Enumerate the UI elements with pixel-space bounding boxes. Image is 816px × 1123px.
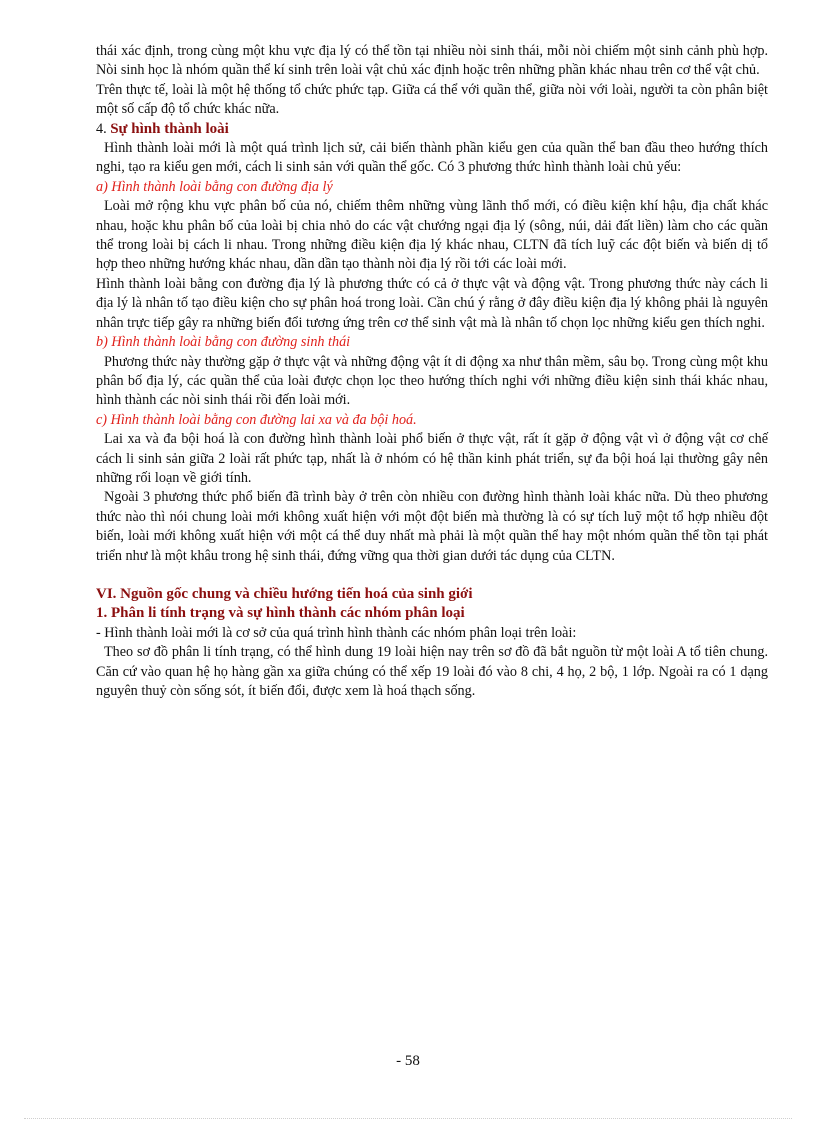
paragraph: Hình thành loài mới là một quá trình lịch sử, cải biến thành phần kiểu gen của quần thể ban đầu theo hướng thích nghi, tạo ra kiểu gen mới, cách li sinh sản với quần thể gốc. Có 3 phương thức hình thành loài chủ yếu:	[96, 140, 768, 176]
subheading-c: c) Hình thành loài bằng con đường lai xa và đa bội hoá.	[96, 411, 417, 428]
paragraph: Phương thức này thường gặp ở thực vật và những động vật ít di động xa như thân mềm, sâu bọ. Trong cùng một khu phân bố địa lý, các quần thể của loài được chọn lọc theo hướng thích nghi với những điều kiện sinh thái khác nhau, hình thành các nòi sinh thái rồi đến loài mới.	[96, 353, 768, 409]
heading-text: Sự hình thành loài	[110, 120, 229, 137]
page-bottom-divider	[24, 1118, 792, 1119]
spacer	[96, 566, 768, 585]
paragraph: Lai xa và đa bội hoá là con đường hình thành loài phổ biến ở thực vật, rất ít gặp ở động vật vì ở động vật cơ chế cách li sinh sản giữa 2 loài rất phức tạp, nhất là ở nhóm có hệ thần kinh phát triển, sự đa bội hoá lại thường gây nên những rối loạn về giới tính.	[96, 431, 768, 486]
paragraph: Trên thực tế, loài là một hệ thống tổ chức phức tạp. Giữa cá thể với quần thể, giữa nòi với loài, người ta còn phân biệt một số cấp độ tổ chức khác nữa.	[96, 81, 768, 118]
document-page	[96, 42, 768, 701]
section-heading-4	[96, 120, 768, 139]
subsection-heading-1: 1. Phân li tính trạng và sự hình thành các nhóm phân loại	[96, 605, 465, 622]
subheading-a: a) Hình thành loài bằng con đường địa lý	[96, 178, 333, 195]
paragraph: Loài mở rộng khu vực phân bố của nó, chiếm thêm những vùng lãnh thổ mới, có điều kiện khí hậu, địa chất khác nhau, hoặc khu phân bố của loài bị chia nhỏ do các vật chướng ngại địa lý (sông, núi, dải đất liền) làm cho các quần thể trong loài bị cách li nhau. Trong những điều kiện địa lý khác nhau, CLTN đã tích luỹ các đột biến và biến dị tổ hợp theo những hướng khác nhau, dần dần tạo thành nòi địa lý rồi tới các loài mới.	[96, 198, 768, 273]
paragraph: Ngoài 3 phương thức phổ biến đã trình bày ở trên còn nhiều con đường hình thành loài khác nữa. Dù theo phương thức nào thì nói chung loài mới không xuất hiện với một đột biến mà thường là có sự tích luỹ một tổ hợp nhiều đột biến, loài mới không xuất hiện với một cá thể duy nhất mà phải là một quần thể hay một nhóm quần thể tồn tại phát triển như là một khâu trong hệ sinh thái, đứng vững qua thời gian dưới tác dụng của CLTN.	[96, 489, 768, 564]
heading-number: 4.	[96, 120, 107, 137]
subheading-b: b) Hình thành loài bằng con đường sinh thái	[96, 334, 351, 351]
paragraph: - Hình thành loài mới là cơ sở của quá trình hình thành các nhóm phân loại trên loài:	[96, 624, 577, 641]
section-heading-vi: VI. Nguồn gốc chung và chiều hướng tiến hoá của sinh giới	[96, 585, 473, 602]
paragraph: thái xác định, trong cùng một khu vực địa lý có thể tồn tại nhiều nòi sinh thái, mỗi nòi chiếm một sinh cảnh phù hợp. Nòi sinh học là nhóm quần thể kí sinh trên loài vật chủ xác định hoặc trên những phần khác nhau trên cơ thể vật chủ.	[96, 43, 768, 79]
paragraph: Hình thành loài bằng con đường địa lý là phương thức có cả ở thực vật và động vật. Trong phương thức này cách li địa lý là nhân tố tạo điều kiện cho sự phân hoá trong loài. Cần chú ý rằng ở đây điều kiện địa lý không phải là nguyên nhân trực tiếp gây ra những biến đổi tương ứng trên cơ thể sinh vật mà là nhân tố chọn lọc những kiểu gen thích nghi.	[96, 275, 768, 331]
page-number: - 58	[396, 1053, 420, 1069]
paragraph: Theo sơ đồ phân li tính trạng, có thể hình dung 19 loài hiện nay trên sơ đồ đã bắt nguồn từ một loài A tổ tiên chung. Căn cứ vào quan hệ họ hàng gần xa giữa chúng có thể xếp 19 loài đó vào 8 chi, 4 họ, 2 bộ, 1 lớp. Ngoài ra có 1 dạng nguyên thuỷ còn sống sót, ít biến đổi, được xem là hoá thạch sống.	[96, 644, 768, 699]
